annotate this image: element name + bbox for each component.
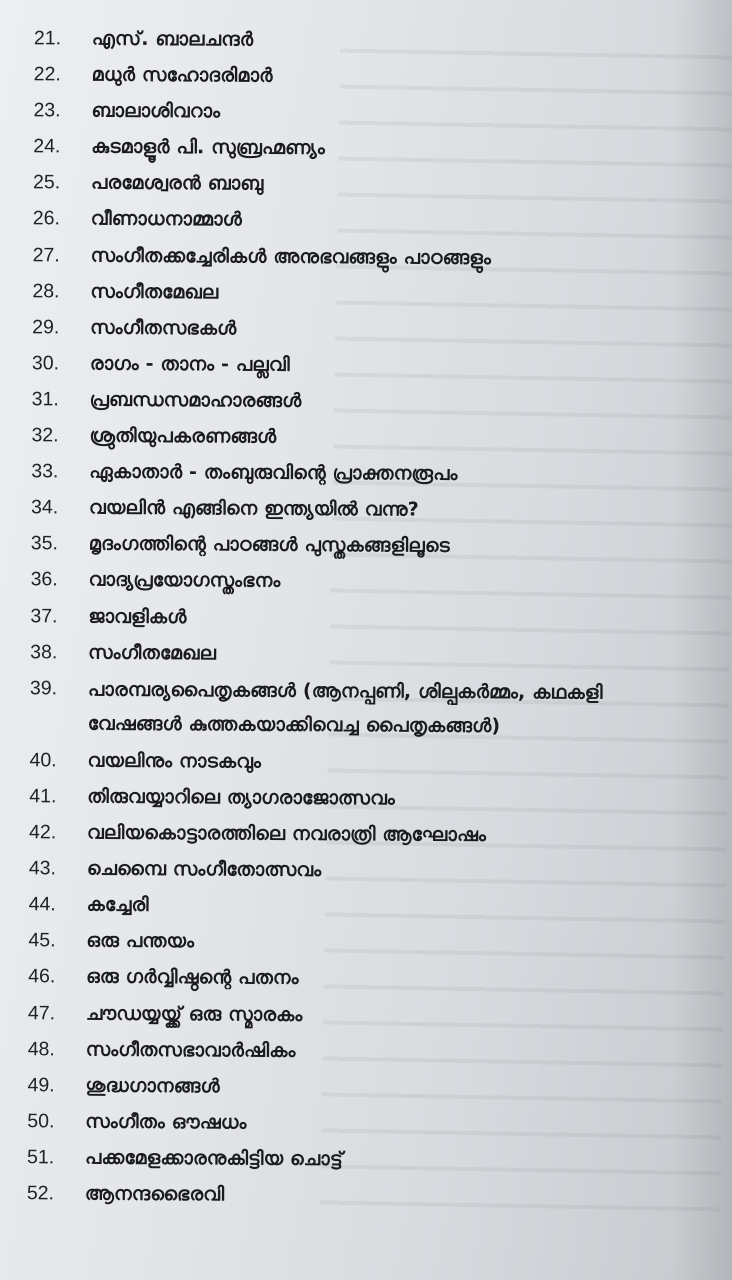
item-number: 39. [29,676,58,700]
item-number: 22. [33,63,61,86]
item-number: 21. [33,27,62,50]
item-title: ഏകാതാർ - തംബുരുവിന്റെ പ്രാക്തനരൂപം [89,460,458,485]
item-title: രാഗം - താനം - പല്ലവി [89,352,290,376]
item-number: 36. [30,568,58,591]
item-title: ശ്രുതിയുപകരണങ്ങൾ [89,424,277,448]
list-item [0,1181,695,1221]
item-title: വയലിനും നാടകവും [87,749,262,773]
item-number: 37. [30,604,58,627]
item-number: 46. [28,965,56,988]
item-title: വലിയകൊട്ടാരത്തിലെ നവരാത്രി ആഘോഷം [87,821,487,847]
item-number: 49. [27,1073,55,1097]
item-title: വയലിൻ എങ്ങിനെ ഇന്ത്യയിൽ വന്നു? [88,496,420,521]
list-item [0,98,702,138]
item-title: ഒരു പന്തയം [86,929,195,953]
item-number: 47. [27,1001,56,1024]
list-item [0,820,697,860]
item-number: 27. [32,243,60,266]
item-title: ആനന്ദഭൈരവി [84,1182,225,1206]
item-number: 29. [32,315,60,339]
item-number: 35. [30,532,59,555]
item-title: പ്രബന്ധസമാഹാരങ്ങൾ [89,388,302,412]
item-title: ശുദ്ധഗാനങ്ങൾ [85,1074,220,1098]
item-title: ചെമ്പൈ സംഗീതോത്സവം [86,857,322,882]
item-title: ചൗഡയ്യയ്ക്ക് ഒരു സ്മാരകം [85,1002,303,1026]
list-item [0,1073,696,1113]
list-item [0,928,696,968]
item-title: മധുർ സഹോദരിമാർ [91,63,273,87]
list-item [0,243,701,283]
list-item [0,603,698,643]
item-number: 44. [28,893,56,916]
list-item [0,26,702,66]
item-title: സംഗീതമേഖല [88,641,217,664]
item-number: 31. [31,388,59,411]
list-item [0,892,697,932]
list-item [0,567,699,607]
item-number: 38. [30,640,58,663]
item-number: 50. [27,1110,55,1133]
item-title: സംഗീതസഭാവാർഷികം [85,1038,296,1062]
item-number: 51. [27,1146,55,1169]
item-number: 28. [32,279,60,303]
item-number: 41. [29,785,57,808]
item-number: 30. [31,352,60,375]
list-item [0,1001,696,1041]
item-title: സംഗീതസഭകൾ [90,316,237,340]
item-title: കച്ചേരി [86,893,149,917]
list-item [0,1145,695,1185]
item-number: 23. [33,99,61,122]
item-title: പരമേശ്വരൻ ബാബു [90,171,264,195]
item-number: 40. [29,749,57,772]
item-number: 42. [29,821,57,844]
list-item [0,351,700,391]
item-number: 32. [31,424,59,447]
item-title: മൃദംഗത്തിന്റെ പാഠങ്ങൾ പുസ്തകങ്ങളിലൂടെ [88,532,450,558]
list-item [0,964,696,1004]
item-title: ജാവളികൾ [88,605,187,628]
list-item [0,423,700,463]
list-item [0,170,701,210]
item-title: സംഗീതക്കച്ചേരികൾ അനുഭവങ്ങളും പാഠങ്ങളും [90,244,492,269]
list-item [0,206,701,246]
list-item [0,495,699,535]
item-number: 45. [28,929,56,952]
list-item [0,62,702,102]
list-item [0,459,699,499]
list-item [0,279,700,319]
list-item [0,784,697,824]
item-title: ഒരു ഗർവ്വിഷ്ഠന്റെ പതനം [86,965,299,990]
item-number: 25. [32,171,61,194]
item-number: 34. [30,496,59,519]
item-title: പാരമ്പര്യപൈതൃകങ്ങൾ (ആനപ്പണി, ശില്പകർമ്മം, കഥകളി വേഷങ്ങൾ കുത്തകയാക്കിവെച്ച പൈതൃകങ്ങൾ) [87,678,603,737]
item-title: എസ്. ബാലചന്ദർ [91,27,254,51]
list-item [0,531,699,571]
item-title: സംഗീതമേഖല [90,280,219,303]
item-number: 43. [28,857,57,880]
item-number: 26. [32,207,60,230]
list-item [0,387,700,427]
item-number: 33. [31,460,59,483]
list-item [0,748,698,788]
item-title: തിരുവയ്യാറിലെ ത്യാഗരാജോത്സവം [87,785,396,810]
contents-list [0,26,702,1221]
item-number: 24. [33,135,61,158]
list-item [0,134,701,174]
item-title: വാദ്യപ്രയോഗസ്തംഭനം [88,568,281,593]
item-title: സംഗീതം ഔഷധം [85,1110,247,1134]
item-number: 52. [26,1182,55,1205]
list-item [0,1109,695,1149]
list-item [0,676,698,752]
item-title: പക്കമേളക്കാരനുകിട്ടിയ ചൊട്ട് [85,1146,344,1171]
item-title: ബാലാശിവറാം [91,99,221,123]
list-item [0,315,700,355]
list-item [0,1037,696,1077]
list-item [0,856,697,896]
item-title: കുടമാളൂർ പി. സുബ്രഹ്മണ്യം [91,135,325,160]
item-title: വീണാധനാമ്മാൾ [90,208,243,231]
item-number: 48. [27,1037,55,1060]
